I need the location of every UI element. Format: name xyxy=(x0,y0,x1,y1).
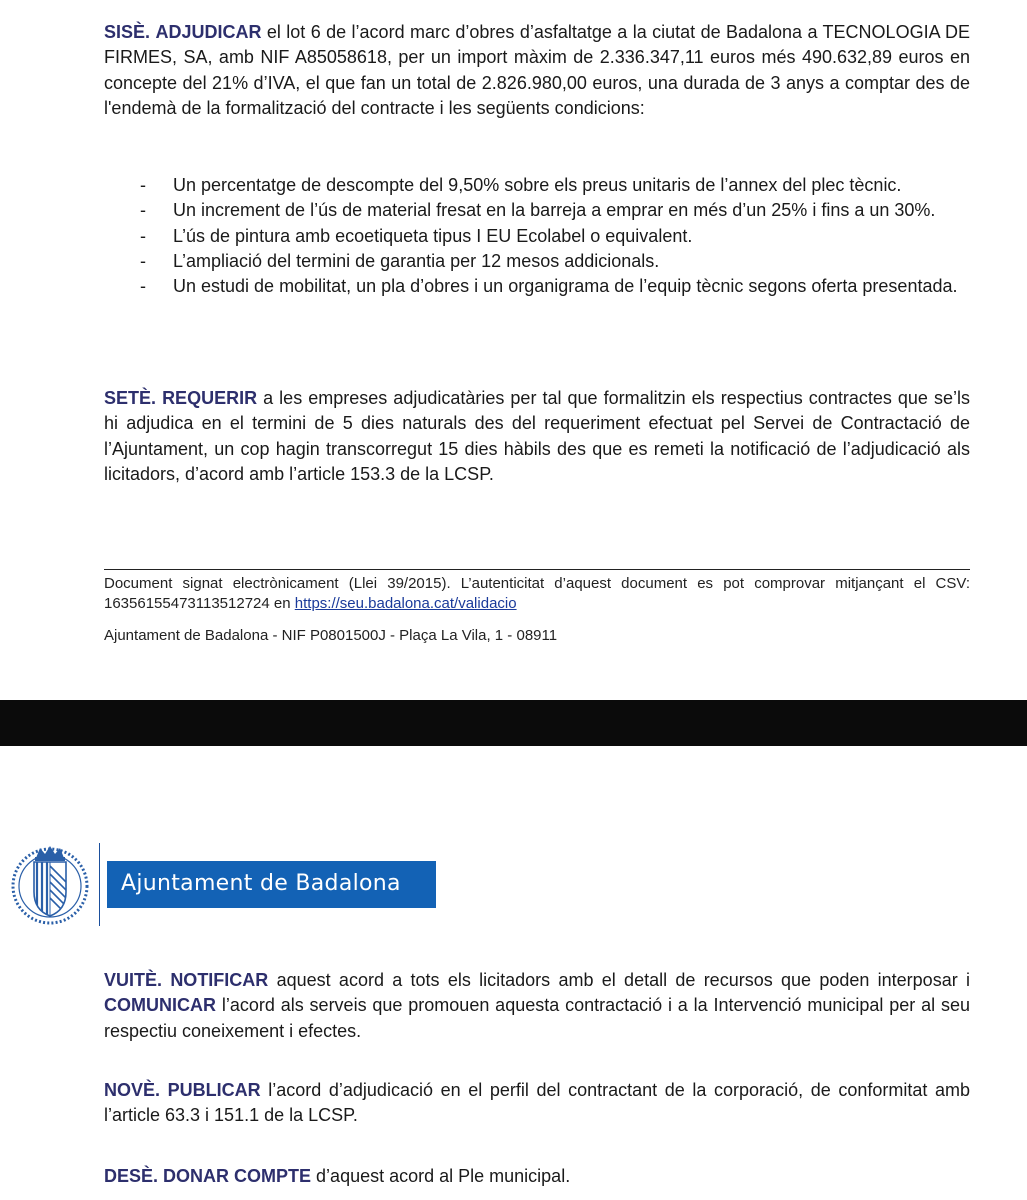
footer-address: Ajuntament de Badalona - NIF P0801500J - Plaça La Vila, 1 - 08911 xyxy=(104,627,558,644)
clause-text: el lot 6 de l’acord marc d’obres d’asfaltatge a la ciutat de Badalona a TECNOLOGIA DE FIRMES, SA, amb NIF A85058618, per un import màxim de 2.336.347,11 euros més 490.632,89 euros en concepte del 21% d’IVA, el que fan un total de 2.826.980,00 euros, una durada de 3 anys a comptar des de l'endemà de la formalització del contracte i les següents condicions: xyxy=(104,22,970,118)
page-break-bar xyxy=(0,700,1027,746)
clause-verb: COMUNICAR xyxy=(104,995,216,1016)
clause-verb: NOTIFICAR xyxy=(170,970,269,990)
clause-number: VUITÈ. xyxy=(104,970,163,990)
clause-number: NOVÈ. xyxy=(104,1080,161,1100)
bullet-dash: - xyxy=(140,200,146,221)
paragraph-sise xyxy=(104,20,970,121)
institution-banner xyxy=(107,861,436,908)
clause-number: SETÈ. xyxy=(104,388,157,408)
list-item xyxy=(104,173,970,198)
paragraph-sete xyxy=(104,386,970,487)
validation-link[interactable]: https://seu.badalona.cat/validacio xyxy=(294,595,517,612)
bullet-dash: - xyxy=(140,250,146,271)
condition-text: Un percentatge de descompte del 9,50% sobre els preus unitaris de l’annex del plec tècnic. xyxy=(173,175,902,195)
bullet-dash: - xyxy=(140,175,146,195)
signature-note xyxy=(104,574,970,614)
paragraph-vuite xyxy=(104,968,970,1044)
condition-text: Un estudi de mobilitat, un pla d’obres i un organigrama de l’equip tècnic segons oferta presentada. xyxy=(173,276,958,297)
footer-divider xyxy=(104,569,970,570)
list-item xyxy=(104,249,970,274)
clause-text: a les empreses adjudicatàries per tal que formalitzin els respectius contractes que se’ls hi adjudica en el termini de 5 dies naturals des del requeriment efectuat pel Servei de Contractació de l’Ajuntament, un cop hagin transcorregut 15 dies hàbils des que es remeti la notificació de l’adjudicació als licitadors, d’acord amb l’article 153.3 de la LCSP. xyxy=(104,388,970,484)
clause-number: SISÈ. xyxy=(104,22,151,42)
condition-text: L’ús de pintura amb ecoetiqueta tipus I EU Ecolabel o equivalent. xyxy=(173,225,693,246)
header-divider-line xyxy=(99,843,100,926)
condition-text: L’ampliació del termini de garantia per 12 mesos addicionals. xyxy=(173,250,660,271)
clause-verb: DONAR COMPTE xyxy=(163,1166,312,1186)
list-item xyxy=(104,274,970,299)
clause-verb: REQUERIR xyxy=(162,388,258,408)
bullet-dash: - xyxy=(140,276,146,297)
badalona-crest-icon xyxy=(8,840,92,928)
conditions-list xyxy=(104,173,970,299)
clause-verb: ADJUDICAR xyxy=(155,22,262,42)
bullet-dash: - xyxy=(140,225,146,246)
list-item xyxy=(104,198,970,223)
clause-number: DESÈ. xyxy=(104,1166,159,1186)
condition-text: Un increment de l’ús de material fresat en la barreja a emprar en més d’un 25% i fins a un 30%. xyxy=(173,200,936,221)
institution-name: Ajuntament de Badalona xyxy=(121,871,401,896)
clause-text: d’aquest acord al Ple municipal. xyxy=(311,1166,571,1186)
signature-text: Document signat electrònicament (Llei 39/2015). L’autenticitat d’aquest document es pot comprovar mitjançant el CSV: 16356155473113512724 en xyxy=(104,575,970,612)
paragraph-dese xyxy=(104,1164,970,1189)
clause-text: aquest acord a tots els licitadors amb el detall de recursos que poden interposar i xyxy=(268,970,970,990)
clause-verb: PUBLICAR xyxy=(167,1080,261,1100)
paragraph-nove xyxy=(104,1078,970,1129)
list-item xyxy=(104,224,970,249)
clause-text: l’acord als serveis que promouen aquesta contractació i a la Intervenció municipal per al seu respectiu coneixement i efectes. xyxy=(104,995,970,1041)
clause-text: l’acord d’adjudicació en el perfil del contractant de la corporació, de conformitat amb l’article 63.3 i 151.1 de la LCSP. xyxy=(104,1080,970,1126)
